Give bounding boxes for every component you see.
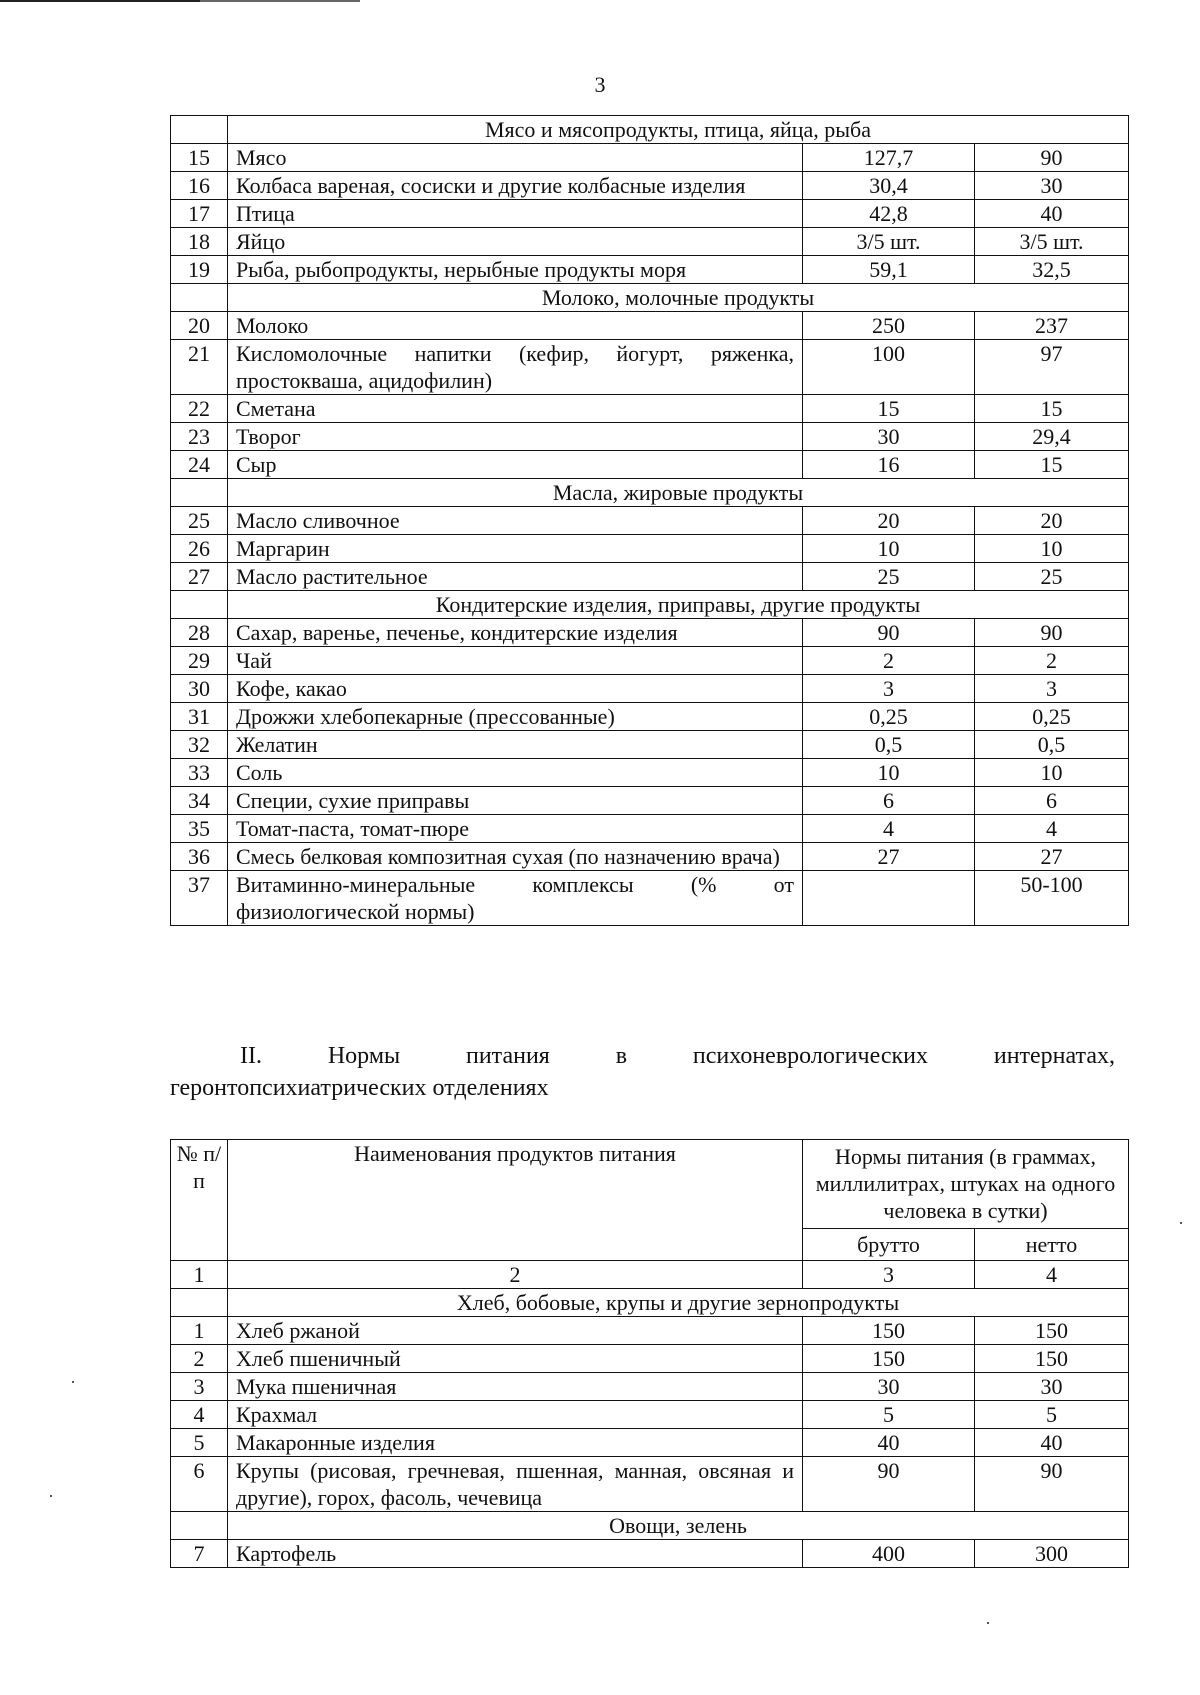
section-title: Масла, жировые продукты [228,479,1129,507]
item-number: 18 [171,228,228,256]
netto-value: 40 [975,200,1129,228]
table-row [171,647,1129,675]
brutto-value: 90 [803,1457,975,1512]
table-row [171,228,1129,256]
netto-value: 90 [975,1457,1129,1512]
item-number: 28 [171,619,228,647]
item-number: 4 [171,1401,228,1429]
table-header-row [171,1140,1129,1229]
netto-value: 15 [975,395,1129,423]
netto-value: 0,25 [975,703,1129,731]
item-name: Дрожжи хлебопекарные (прессованные) [228,703,803,731]
item-number: 36 [171,843,228,871]
brutto-value: 16 [803,451,975,479]
brutto-value: 0,5 [803,731,975,759]
brutto-value: 0,25 [803,703,975,731]
table-row [171,200,1129,228]
brutto-value: 400 [803,1540,975,1568]
column-number: 1 [171,1261,228,1289]
scan-speck [1180,1222,1182,1224]
section-row [171,479,1129,507]
item-number: 17 [171,200,228,228]
item-number: 34 [171,787,228,815]
section-heading [170,1040,1115,1104]
netto-value: 90 [975,144,1129,172]
table-row [171,1429,1129,1457]
item-name: Яйцо [228,228,803,256]
item-number: 1 [171,1317,228,1345]
netto-value: 10 [975,759,1129,787]
table-row [171,871,1129,926]
item-number: 27 [171,563,228,591]
table-row [171,507,1129,535]
netto-value: 29,4 [975,423,1129,451]
brutto-value: 3/5 шт. [803,228,975,256]
item-name: Хлеб ржаной [228,1317,803,1345]
brutto-value: 25 [803,563,975,591]
netto-value: 27 [975,843,1129,871]
brutto-value: 20 [803,507,975,535]
item-number: 32 [171,731,228,759]
table-row [171,787,1129,815]
item-name: Масло сливочное [228,507,803,535]
item-name: Сметана [228,395,803,423]
heading-word: питания [465,1043,550,1069]
table-row [171,815,1129,843]
section-title: Кондитерские изделия, приправы, другие продукты [228,591,1129,619]
item-name: Картофель [228,1540,803,1568]
table-row [171,703,1129,731]
brutto-value: 127,7 [803,144,975,172]
section-heading-line1 [170,1040,1115,1072]
item-number: 30 [171,675,228,703]
item-name: Желатин [228,731,803,759]
item-number: 5 [171,1429,228,1457]
item-name: Смесь белковая композитная сухая (по назначению врача) [228,843,803,871]
brutto-value: 42,8 [803,200,975,228]
netto-value: 0,5 [975,731,1129,759]
item-name: Сыр [228,451,803,479]
item-number: 29 [171,647,228,675]
brutto-value: 30 [803,423,975,451]
section-title: Мясо и мясопродукты, птица, яйца, рыба [228,116,1129,144]
item-name: Птица [228,200,803,228]
table-row [171,563,1129,591]
item-number: 20 [171,312,228,340]
netto-value: 3 [975,675,1129,703]
table-row [171,1540,1129,1568]
brutto-value: 5 [803,1401,975,1429]
netto-value: 5 [975,1401,1129,1429]
empty-cell [171,1512,228,1540]
table-row [171,1345,1129,1373]
section-row [171,1289,1129,1317]
item-name: Мясо [228,144,803,172]
item-name: Чай [228,647,803,675]
scan-edge-line [200,0,360,2]
netto-value: 150 [975,1317,1129,1345]
netto-value: 40 [975,1429,1129,1457]
section-title: Хлеб, бобовые, крупы и другие зернопродукты [228,1289,1129,1317]
brutto-value: 250 [803,312,975,340]
item-number: 31 [171,703,228,731]
brutto-value: 100 [803,340,975,395]
table-row [171,759,1129,787]
item-name: Крахмал [228,1401,803,1429]
empty-cell [171,1289,228,1317]
item-name: Макаронные изделия [228,1429,803,1457]
brutto-value: 150 [803,1345,975,1373]
brutto-value: 30 [803,1373,975,1401]
brutto-value: 15 [803,395,975,423]
netto-value: 15 [975,451,1129,479]
section-title: Молоко, молочные продукты [228,284,1129,312]
item-number: 3 [171,1373,228,1401]
table-row [171,1401,1129,1429]
item-name: Томат-паста, томат-пюре [228,815,803,843]
netto-value: 10 [975,535,1129,563]
header-netto: нетто [975,1229,1129,1261]
table-row [171,1317,1129,1345]
item-name: Соль [228,759,803,787]
item-name: Крупы (рисовая, гречневая, пшенная, манная, овсяная и другие), горох, фасоль, чечевица [228,1457,803,1512]
brutto-value: 30,4 [803,172,975,200]
item-name: Витаминно-минеральные комплексы (% от физиологической нормы) [228,871,803,926]
header-num-col: № п/п [171,1140,228,1261]
netto-value: 150 [975,1345,1129,1373]
item-name: Хлеб пшеничный [228,1345,803,1373]
netto-value: 3/5 шт. [975,228,1129,256]
brutto-value: 10 [803,535,975,563]
netto-value: 50-100 [975,871,1129,926]
norms-table-continued [170,115,1129,926]
item-number: 21 [171,340,228,395]
netto-value: 30 [975,1373,1129,1401]
item-number: 2 [171,1345,228,1373]
brutto-value: 59,1 [803,256,975,284]
section-title: Овощи, зелень [228,1512,1129,1540]
netto-value: 90 [975,619,1129,647]
item-name: Колбаса вареная, сосиски и другие колбасные изделия [228,172,803,200]
item-name: Творог [228,423,803,451]
table-row [171,395,1129,423]
item-name: Кофе, какао [228,675,803,703]
item-number: 23 [171,423,228,451]
empty-cell [171,591,228,619]
item-name: Рыба, рыбопродукты, нерыбные продукты моря [228,256,803,284]
brutto-value: 10 [803,759,975,787]
netto-value: 20 [975,507,1129,535]
table-row [171,535,1129,563]
item-number: 33 [171,759,228,787]
item-number: 25 [171,507,228,535]
brutto-value: 3 [803,675,975,703]
brutto-value: 150 [803,1317,975,1345]
item-name: Масло растительное [228,563,803,591]
brutto-value: 4 [803,815,975,843]
item-name: Сахар, варенье, печенье, кондитерские изделия [228,619,803,647]
column-number-row [171,1261,1129,1289]
section-row [171,1512,1129,1540]
column-number: 4 [975,1261,1129,1289]
heading-word: психоневрологических [692,1043,928,1069]
brutto-value: 2 [803,647,975,675]
heading-word: интернатах, [993,1043,1115,1069]
table-row [171,312,1129,340]
item-number: 19 [171,256,228,284]
brutto-value: 40 [803,1429,975,1457]
netto-value: 97 [975,340,1129,395]
section-row [171,591,1129,619]
netto-value: 32,5 [975,256,1129,284]
table-row [171,340,1129,395]
item-name: Мука пшеничная [228,1373,803,1401]
scan-speck [72,1381,74,1383]
table-row [171,1373,1129,1401]
empty-cell [171,284,228,312]
table-row [171,619,1129,647]
section-numeral: II. [240,1043,262,1069]
table-row [171,144,1129,172]
scan-speck [50,1495,52,1497]
item-name: Маргарин [228,535,803,563]
item-number: 6 [171,1457,228,1512]
netto-value: 2 [975,647,1129,675]
netto-value: 300 [975,1540,1129,1568]
brutto-value: 6 [803,787,975,815]
table-row [171,172,1129,200]
table-row [171,451,1129,479]
heading-word: в [615,1043,628,1069]
item-number: 24 [171,451,228,479]
heading-word: Нормы [327,1043,401,1069]
header-brutto: брутто [803,1229,975,1261]
page-number: 3 [594,72,606,97]
table-row [171,731,1129,759]
item-number: 15 [171,144,228,172]
column-number: 2 [228,1261,803,1289]
table-row [171,423,1129,451]
table-row [171,256,1129,284]
table-row [171,675,1129,703]
scan-speck [987,1622,989,1624]
item-number: 7 [171,1540,228,1568]
brutto-value: 27 [803,843,975,871]
brutto-value: 90 [803,619,975,647]
item-number: 26 [171,535,228,563]
section-heading-line2: геронтопсихиатрических отделениях [170,1075,549,1101]
item-number: 37 [171,871,228,926]
header-name-col: Наименования продуктов питания [228,1140,803,1261]
table-row [171,843,1129,871]
item-name: Специи, сухие приправы [228,787,803,815]
table-row [171,1457,1129,1512]
item-number: 22 [171,395,228,423]
item-name: Молоко [228,312,803,340]
item-number: 16 [171,172,228,200]
netto-value: 30 [975,172,1129,200]
netto-value: 237 [975,312,1129,340]
section-row [171,116,1129,144]
norms-table-psycho [170,1139,1129,1568]
netto-value: 25 [975,563,1129,591]
header-norms-col: Нормы питания (в граммах, миллилитрах, штуках на одного человека в сутки) [803,1140,1129,1229]
section-row [171,284,1129,312]
empty-cell [171,116,228,144]
netto-value: 4 [975,815,1129,843]
item-number: 35 [171,815,228,843]
brutto-value [803,871,975,926]
netto-value: 6 [975,787,1129,815]
column-number: 3 [803,1261,975,1289]
empty-cell [171,479,228,507]
item-name: Кисломолочные напитки (кефир, йогурт, ряженка, простокваша, ацидофилин) [228,340,803,395]
